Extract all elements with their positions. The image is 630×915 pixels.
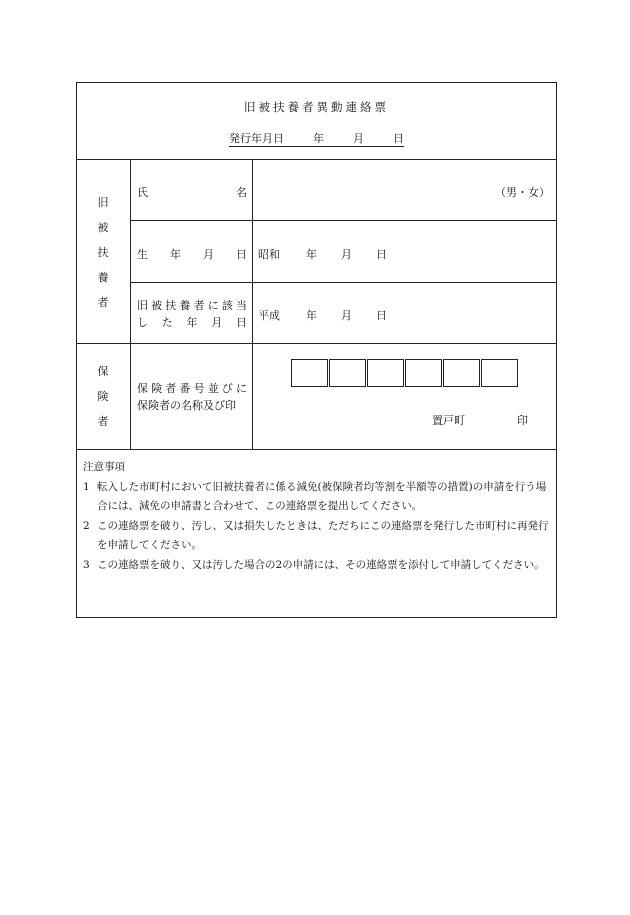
notification-form [76, 82, 557, 618]
insurer-number-box-1[interactable] [291, 359, 328, 387]
insurer-seal: 印 [517, 414, 528, 427]
insurer-label: 保 険 者 [97, 365, 109, 428]
note-item-3: 3 この連絡票を破り、又は汚した場合の2の申請には、その連絡票を添付して申請してください。 [83, 558, 545, 571]
became-era: 平成 [258, 309, 280, 322]
insurer-name: 置戸町 [432, 414, 465, 427]
divider-birth [130, 282, 556, 283]
issue-date-label: 発行年月日 [229, 132, 284, 145]
name-label: 氏 名 [137, 186, 247, 199]
issue-date-year: 年 [313, 132, 324, 145]
form-title: 旧被扶養者異動連絡票 [244, 100, 389, 114]
notes-heading: 注意事項 [83, 461, 125, 473]
became-label-line1: 旧 被 扶 養 者 に 該 当 [137, 299, 247, 312]
became-dependent-date-field[interactable]: 平成 年 月 日 [258, 309, 387, 322]
notes-section [83, 458, 555, 575]
issue-date [77, 130, 556, 146]
issue-date-day: 日 [393, 132, 404, 145]
note-item-2: 2 この連絡票を破り、汚し、又は損失したときは、ただちにこの連絡票を発行した市町村に再発行を申請してください。 [83, 519, 549, 551]
divider-col1 [130, 159, 131, 449]
insurer-field-label: 保 険 者 番 号 並 び に 保険者の名称及び印 [137, 382, 247, 412]
former-dependent-label: 旧 被 扶 養 者 [97, 196, 109, 309]
insurer-number-box-2[interactable] [329, 359, 366, 387]
divider-col2 [252, 159, 253, 449]
birth-date-field[interactable]: 昭和 年 月 日 [258, 248, 387, 261]
became-label-line2: し た 年 月 日 [137, 316, 247, 329]
issue-date-month: 月 [353, 132, 364, 145]
divider-notes [77, 449, 556, 450]
divider-name [130, 220, 556, 221]
insurer-number-box-4[interactable] [405, 359, 442, 387]
birth-era: 昭和 [258, 248, 280, 261]
divider-header [77, 159, 556, 160]
note-item-1: 1 転入した市町村において旧被扶養者に係る減免(被保険者均等割を半額等の措置)の申請を行う場合には、減免の申請書と合わせて、この連絡票を提出してください。 [83, 480, 547, 512]
issue-date-line [229, 132, 404, 147]
insurer-number-box-6[interactable] [481, 359, 518, 387]
insurer-number-box-3[interactable] [367, 359, 404, 387]
sex-field[interactable]: （男・女） [495, 186, 550, 199]
insurer-number-box-5[interactable] [443, 359, 480, 387]
divider-insurer [77, 343, 556, 344]
became-dependent-label [137, 297, 247, 330]
birth-label: 生 年 月 日 [137, 248, 247, 261]
